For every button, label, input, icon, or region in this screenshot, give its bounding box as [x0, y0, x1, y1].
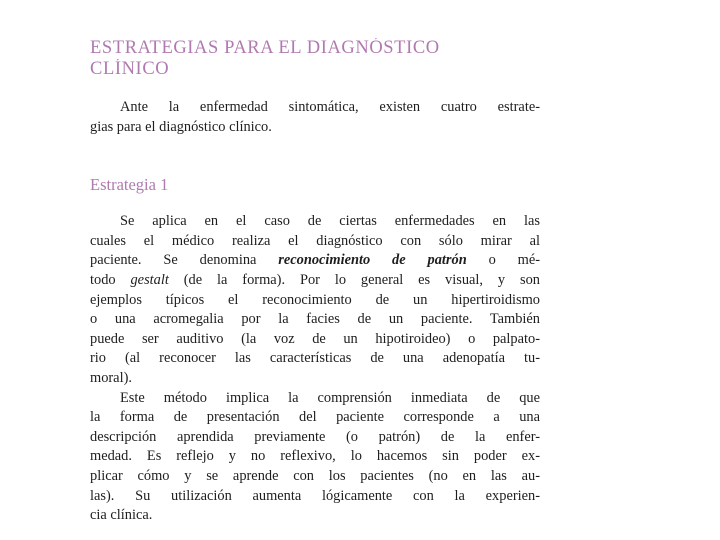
- paragraph-1-line: [90, 251, 540, 271]
- paragraph-2-line: Este método implica la comprensión inmediata de que: [120, 389, 540, 406]
- paragraph-1: [90, 212, 540, 388]
- paragraph-1-line: rio (al reconocer las características de una adenopatía tu-: [90, 350, 540, 367]
- paragraph-2-line: plicar cómo y se aprende con los pacientes (no en las au-: [90, 467, 540, 484]
- intro-line-1: Ante la enfermedad sintomática, existen cuatro estrate-: [120, 99, 540, 115]
- title-line-2: CLÍNICO: [90, 59, 170, 79]
- document-title: [90, 38, 540, 80]
- text-run: paciente. Se denomina: [90, 252, 279, 269]
- section-heading: Estrategia 1: [90, 175, 169, 195]
- paragraph-2-line: descripción aprendida previamente (o patrón) de la enfer-: [90, 428, 540, 445]
- italic-term: gestalt: [130, 271, 169, 288]
- document-page: [90, 38, 540, 526]
- paragraph-2-line: cia clínica.: [90, 507, 153, 524]
- paragraph-1-line: o una acromegalia por la facies de un paciente. También: [90, 311, 540, 328]
- paragraph-1-line: [90, 271, 540, 291]
- paragraph-2: [90, 389, 540, 526]
- intro-line-2: gias para el diagnóstico clínico.: [90, 118, 272, 135]
- text-run: (de la forma). Por lo general es visual, y son: [168, 271, 540, 288]
- emphasis-term: reconocimiento de patrón: [278, 252, 467, 269]
- paragraph-2-line: medad. Es reflejo y no reflexivo, lo hacemos sin poder ex-: [90, 448, 540, 465]
- paragraph-1-line: puede ser auditivo (la voz de un hipotiroideo) o palpato-: [90, 330, 540, 347]
- text-run: todo: [90, 271, 131, 288]
- paragraph-1-line: cuales el médico realiza el diagnóstico con sólo mirar al: [90, 232, 540, 249]
- text-run: o mé-: [466, 252, 540, 269]
- paragraph-2-line: las). Su utilización aumenta lógicamente con la experien-: [90, 487, 540, 504]
- intro-paragraph: [90, 98, 540, 137]
- title-line-1: ESTRATEGIAS PARA EL DIAGNÓSTICO: [90, 38, 440, 58]
- paragraph-2-line: la forma de presentación del paciente corresponde a una: [90, 409, 540, 426]
- paragraph-1-line: ejemplos típicos el reconocimiento de un hipertiroidismo: [90, 291, 540, 308]
- paragraph-1-line: Se aplica en el caso de ciertas enfermedades en las: [120, 213, 540, 230]
- paragraph-1-line: moral).: [90, 369, 132, 386]
